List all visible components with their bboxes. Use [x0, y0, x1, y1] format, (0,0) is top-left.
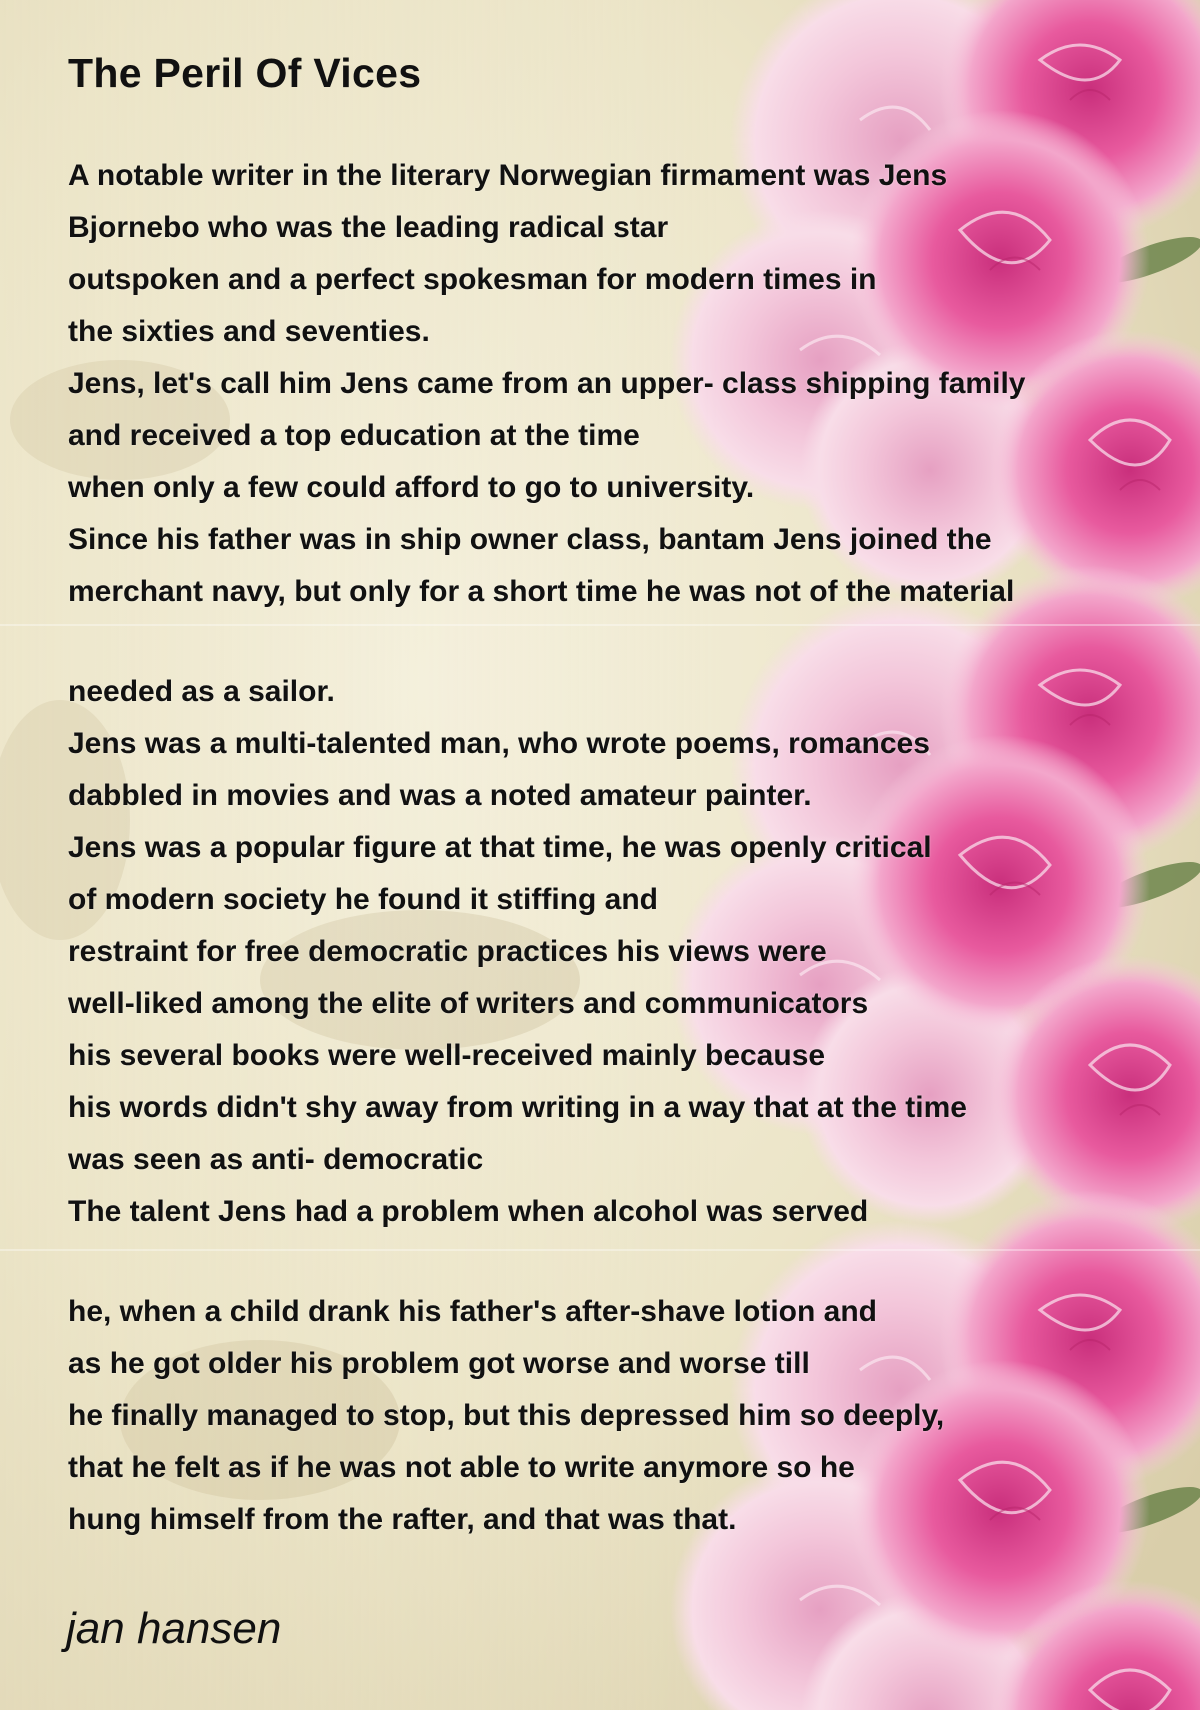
poem-line: Bjornebo who was the leading radical star — [68, 211, 669, 244]
poem-line: dabbled in movies and was a noted amateur painter. — [68, 779, 812, 812]
poem-line: Jens was a multi-talented man, who wrote poems, romances — [68, 727, 930, 760]
poem-line: his words didn't shy away from writing in a way that at the time — [68, 1091, 967, 1124]
poem-line: needed as a sailor. — [68, 675, 335, 708]
poem-line: Since his father was in ship owner class, bantam Jens joined the — [68, 523, 992, 556]
poem-line: he finally managed to stop, but this depressed him so deeply, — [68, 1399, 945, 1432]
poem-line: merchant navy, but only for a short time he was not of the material — [68, 575, 1015, 608]
poem-line: and received a top education at the time — [68, 419, 640, 452]
poem-line: Jens, let's call him Jens came from an upper- class shipping family — [68, 367, 1026, 400]
poem-line: as he got older his problem got worse and worse till — [68, 1347, 810, 1380]
poem-line: restraint for free democratic practices his views were — [68, 935, 827, 968]
poem-line: A notable writer in the literary Norwegian firmament was Jens — [68, 159, 948, 192]
poem-line: was seen as anti- democratic — [68, 1143, 484, 1176]
poem-line: of modern society he found it stiffing and — [68, 883, 658, 916]
poem-line: the sixties and seventies. — [68, 315, 430, 348]
poem-body — [68, 154, 1188, 1550]
poem-line: The talent Jens had a problem when alcohol was served — [68, 1195, 869, 1228]
poem-line: outspoken and a perfect spokesman for modern times in — [68, 263, 877, 296]
poem-line: his several books were well-received mainly because — [68, 1039, 826, 1072]
poem-line: well-liked among the elite of writers and communicators — [68, 987, 869, 1020]
poem-line: hung himself from the rafter, and that was that. — [68, 1503, 737, 1536]
poem-title: The Peril Of Vices — [68, 50, 422, 96]
poem-line: Jens was a popular figure at that time, he was openly critical — [68, 831, 932, 864]
poem-line: he, when a child drank his father's after-shave lotion and — [68, 1295, 877, 1328]
poem-line: that he felt as if he was not able to write anymore so he — [68, 1451, 855, 1484]
poem-line: when only a few could afford to go to university. — [68, 471, 755, 504]
poem-author: jan hansen — [66, 1604, 282, 1653]
